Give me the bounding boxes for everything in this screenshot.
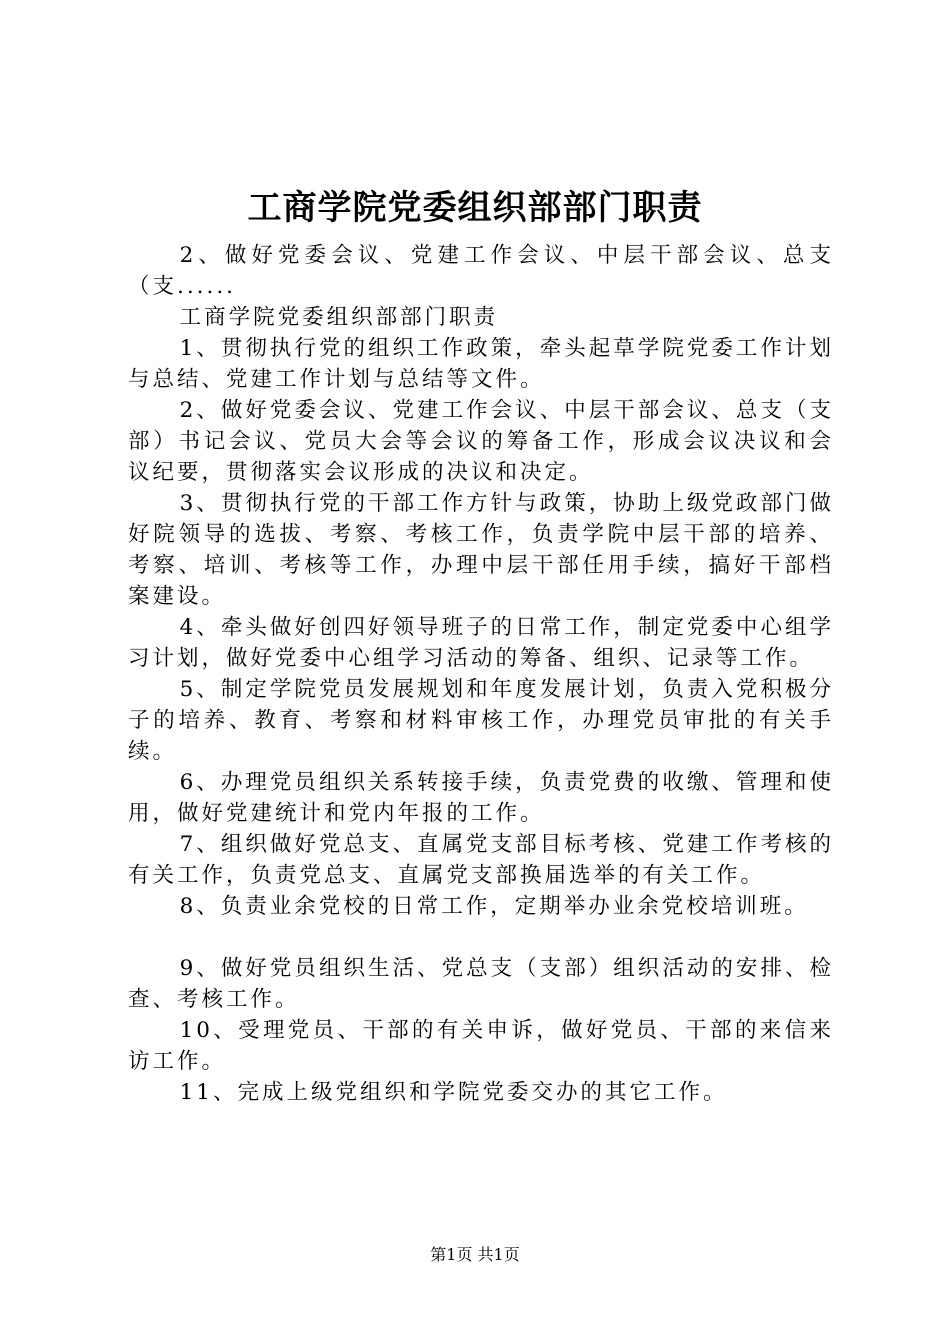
paragraph-subtitle: 工商学院党委组织部部门职责 xyxy=(179,305,499,330)
paragraph-item-5: 5、制定学院党员发展规划和年度发展计划，负责入党积极分子的培养、教育、考察和材料审核工作，办理党员审批的有关手续。 xyxy=(128,677,834,764)
paragraph-item-4: 4、牵头做好创四好领导班子的日常工作，制定党委中心组学习计划，做好党委中心组学习活动的筹备、组织、记录等工作。 xyxy=(128,615,834,671)
paragraph-item-1: 1、贯彻执行党的组织工作政策，牵头起草学院党委工作计划与总结、党建工作计划与总结等文件。 xyxy=(128,336,834,392)
paragraph-item-11: 11、完成上级党组织和学院党委交办的其它工作。 xyxy=(179,1080,728,1105)
document-body xyxy=(128,240,834,1108)
page-footer: 第1页 共1页 xyxy=(430,1245,520,1264)
paragraph-item-2: 2、做好党委会议、党建工作会议、中层干部会议、总支（支部）书记会议、党员大会等会议的筹备工作，形成会议决议和会议纪要，贯彻落实会议形成的决议和决定。 xyxy=(128,398,834,485)
paragraph-item-9: 9、做好党员组织生活、党总支（支部）组织活动的安排、检查、考核工作。 xyxy=(128,956,834,1012)
paragraph-item-3: 3、贯彻执行党的干部工作方针与政策，协助上级党政部门做好院领导的选拔、考察、考核工作，负责学院中层干部的培养、考察、培训、考核等工作，办理中层干部任用手续，搞好干部档案建设。 xyxy=(128,491,834,609)
paragraph-item-10: 10、受理党员、干部的有关申诉，做好党员、干部的来信来访工作。 xyxy=(128,1018,834,1074)
paragraph-item-8: 8、负责业余党校的日常工作，定期举办业余党校培训班。 xyxy=(179,894,809,919)
paragraph-item-6: 6、办理党员组织关系转接手续，负责党费的收缴、管理和使用，做好党建统计和党内年报的工作。 xyxy=(128,770,834,826)
paragraph-item-7: 7、组织做好党总支、直属党支部目标考核、党建工作考核的有关工作，负责党总支、直属党支部换届选举的有关工作。 xyxy=(128,832,834,888)
paragraph-excerpt: 2、做好党委会议、党建工作会议、中层干部会议、总支（支...... xyxy=(128,243,834,299)
document-title: 工商学院党委组织部部门职责 xyxy=(247,188,703,228)
